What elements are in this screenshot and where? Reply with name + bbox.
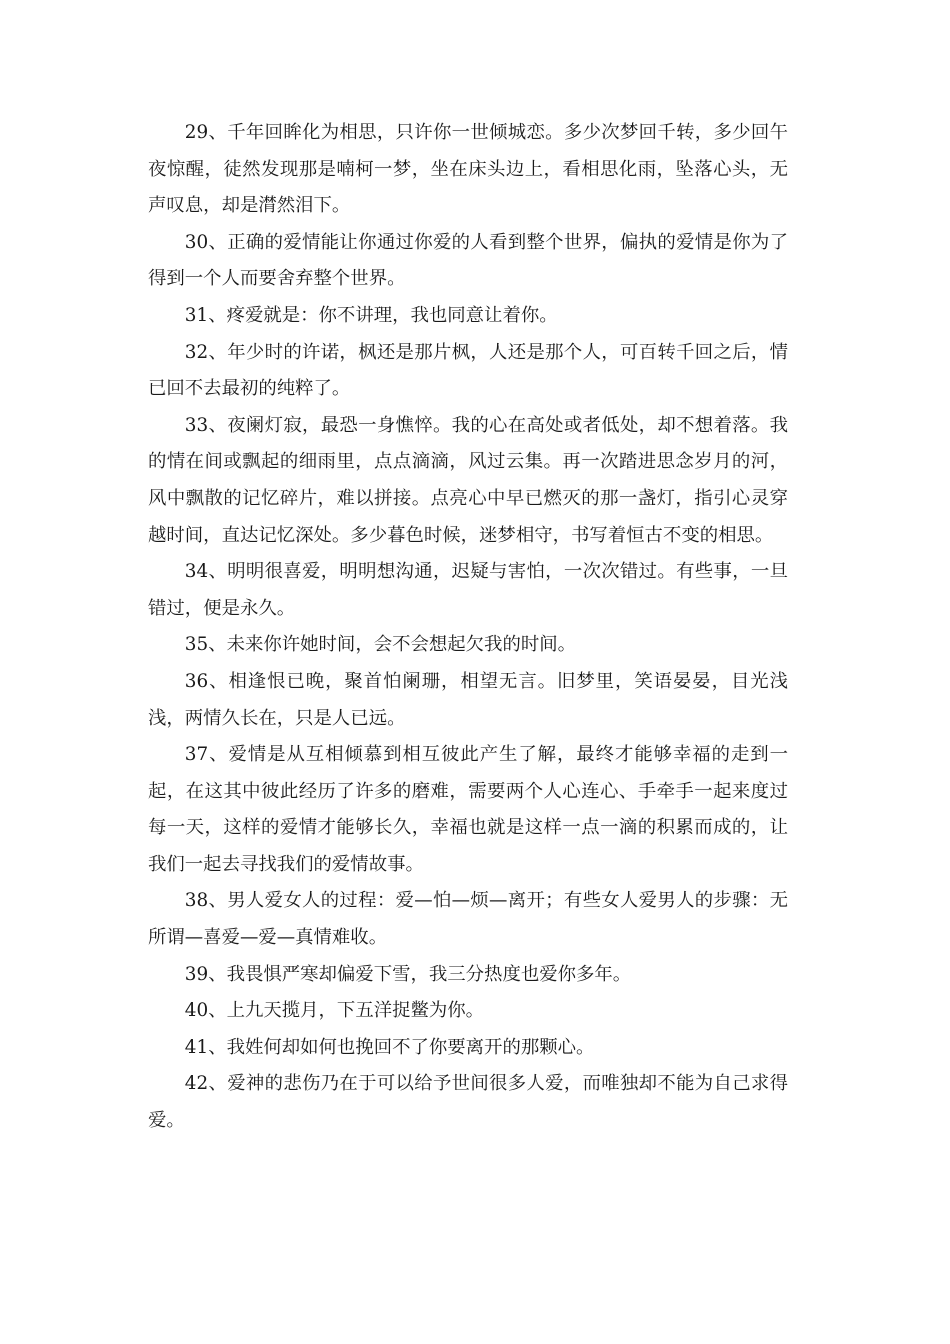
paragraph-40: 40、上九天揽月，下五洋捉鳖为你。	[184, 1000, 485, 1022]
paragraph-37: 37、爱情是从互相倾慕到相互彼此产生了解，最终才能够幸福的走到一起，在这其中彼此经历了许多的磨难，需要两个人心连心、手牵手一起来度过每一天，这样的爱情才能够长久，幸福也就是这样一点一滴的积累而成的，让我们一起去寻找我们的爱情故事。	[148, 744, 788, 875]
paragraph-34: 34、明明很喜爱，明明想沟通，迟疑与害怕，一次次错过。有些事，一旦错过，便是永久。	[148, 561, 788, 619]
paragraph-29: 29、千年回眸化为相思，只许你一世倾城恋。多少次梦回千转，多少回午夜惊醒，徒然发现那是喃柯一梦，坐在床头边上，看相思化雨，坠落心头，无声叹息，却是潸然泪下。	[148, 122, 788, 217]
paragraph-38: 38、男人爱女人的过程：爱—怕—烦—离开；有些女人爱男人的步骤：无所谓—喜爱—爱—真情难收。	[148, 890, 788, 949]
paragraph-30: 30、正确的爱情能让你通过你爱的人看到整个世界，偏执的爱情是你为了得到一个人而要舍弃整个世界。	[148, 231, 788, 290]
paragraph-31: 31、疼爱就是：你不讲理，我也同意让着你。	[184, 304, 558, 326]
paragraph-33: 33、夜阑灯寂，最恐一身憔悴。我的心在高处或者低处，却不想着落。我的情在间或飘起的细雨里，点点滴滴，风过云集。再一次踏进思念岁月的河，风中飘散的记忆碎片，难以拼接。点亮心中早已燃灭的那一盏灯，指引心灵穿越时间，直达记忆深处。多少暮色时候，迷梦相守，书写着恒古不变的相思。	[148, 414, 788, 546]
paragraph-32: 32、年少时的许诺，枫还是那片枫，人还是那个人，可百转千回之后，情已回不去最初的纯粹了。	[148, 341, 788, 400]
document-page	[148, 115, 788, 1140]
paragraph-39: 39、我畏惧严寒却偏爱下雪，我三分热度也爱你多年。	[184, 963, 632, 985]
paragraph-36: 36、相逢恨已晚，聚首怕阑珊，相望无言。旧梦里，笑语晏晏，目光浅浅，两情久长在，只是人已远。	[148, 670, 788, 729]
paragraph-41: 41、我姓何却如何也挽回不了你要离开的那颗心。	[184, 1036, 595, 1058]
paragraph-35: 35、未来你许她时间，会不会想起欠我的时间。	[184, 634, 577, 656]
paragraph-42: 42、爱神的悲伤乃在于可以给予世间很多人爱，而唯独却不能为自己求得爱。	[148, 1073, 788, 1132]
